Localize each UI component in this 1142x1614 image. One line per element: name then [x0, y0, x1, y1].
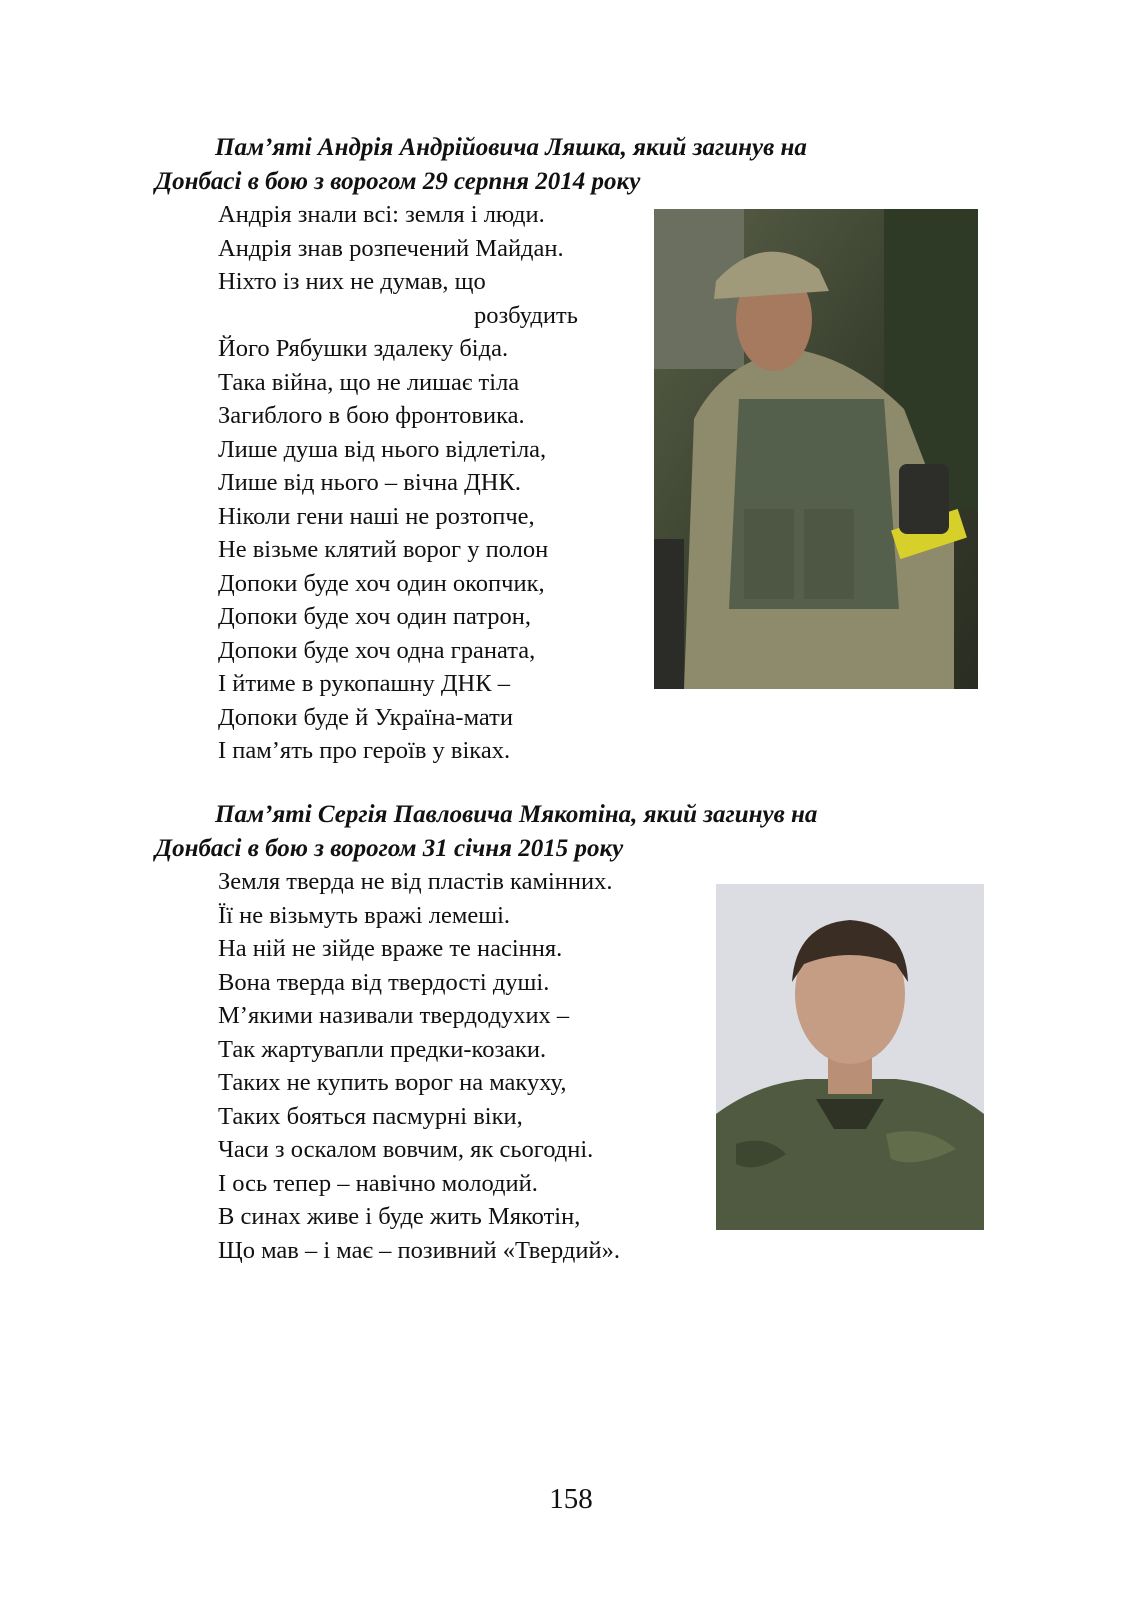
portrait-photo-myakotin — [716, 884, 984, 1230]
poem-title-line-2: Донбасі в бою з ворогом 31 січня 2015 року — [155, 835, 624, 862]
poem-myakotin-text — [218, 865, 620, 1267]
poem-line: розбудить — [474, 301, 578, 329]
poem-line: І пам’ять про героїв у віках. — [218, 737, 511, 764]
poem-line: В синах живе і буде жить Мякотін, — [218, 1203, 581, 1230]
poem-line: Таких не купить ворог на макуху, — [218, 1069, 567, 1096]
poem-line: Земля тверда не від пластів камінних. — [218, 868, 613, 895]
poem-lyashko-text — [218, 198, 578, 768]
poem-line: Лише душа від нього відлетіла, — [218, 435, 547, 463]
poem-line: Його Рябушки здалеку біда. — [218, 335, 509, 362]
poem-title-myakotin — [155, 798, 955, 866]
poem-line: Андрія знав розпечений Майдан. — [218, 234, 564, 262]
poem-title-lyashko — [155, 131, 955, 199]
poem-line: Ніколи гени наші не розтопче, — [218, 502, 535, 530]
poem-line: І ось тепер – навічно молодий. — [218, 1169, 538, 1197]
poem-line: Андрія знали всі: земля і люди. — [218, 201, 545, 228]
poem-line: Так жартувапли предки-козаки. — [218, 1035, 547, 1063]
poem-line: Часи з оскалом вовчим, як сьогодні. — [218, 1136, 594, 1163]
soldier-photo-image — [654, 209, 978, 689]
page-number: 158 — [549, 1483, 593, 1515]
poem-line: Така війна, що не лишає тіла — [218, 368, 520, 396]
poem-line: Не візьме клятий ворог у полон — [218, 536, 549, 563]
poem-line: І йтиме в рукопашну ДНК – — [218, 670, 510, 697]
poem-line: Ніхто із них не думав, що — [218, 268, 486, 295]
poem-line: На ній не зійде враже те насіння. — [218, 935, 563, 962]
poem-line: М’якими називали твердодухих – — [218, 1002, 570, 1029]
poem-title-line-1: Пам’яті Сергія Павловича Мякотіна, який загинув на — [215, 801, 818, 828]
soldier-photo-image — [716, 884, 984, 1230]
poem-line: Допоки буде хоч один патрон, — [218, 603, 531, 630]
poem-line: Допоки буде й Україна-мати — [218, 703, 513, 731]
poem-line: Допоки буде хоч один окопчик, — [218, 569, 545, 597]
poem-line: Її не візьмуть вражі лемеші. — [218, 901, 511, 929]
poem-title-line-1: Пам’яті Андрія Андрійовича Ляшка, який загинув на — [215, 134, 807, 161]
poem-line: Загиблого в бою фронтовика. — [218, 402, 525, 429]
poem-line: Таких бояться пасмурні віки, — [218, 1102, 523, 1130]
poem-line: Що мав – і має – позивний «Твердий». — [218, 1236, 620, 1264]
poem-line: Допоки буде хоч одна граната, — [218, 636, 536, 664]
poem-line: Лише від нього – вічна ДНК. — [218, 469, 521, 496]
portrait-photo-lyashko — [654, 209, 978, 689]
poem-title-line-2: Донбасі в бою з ворогом 29 серпня 2014 року — [155, 168, 641, 195]
poem-line: Вона тверда від твердості душі. — [218, 968, 550, 996]
